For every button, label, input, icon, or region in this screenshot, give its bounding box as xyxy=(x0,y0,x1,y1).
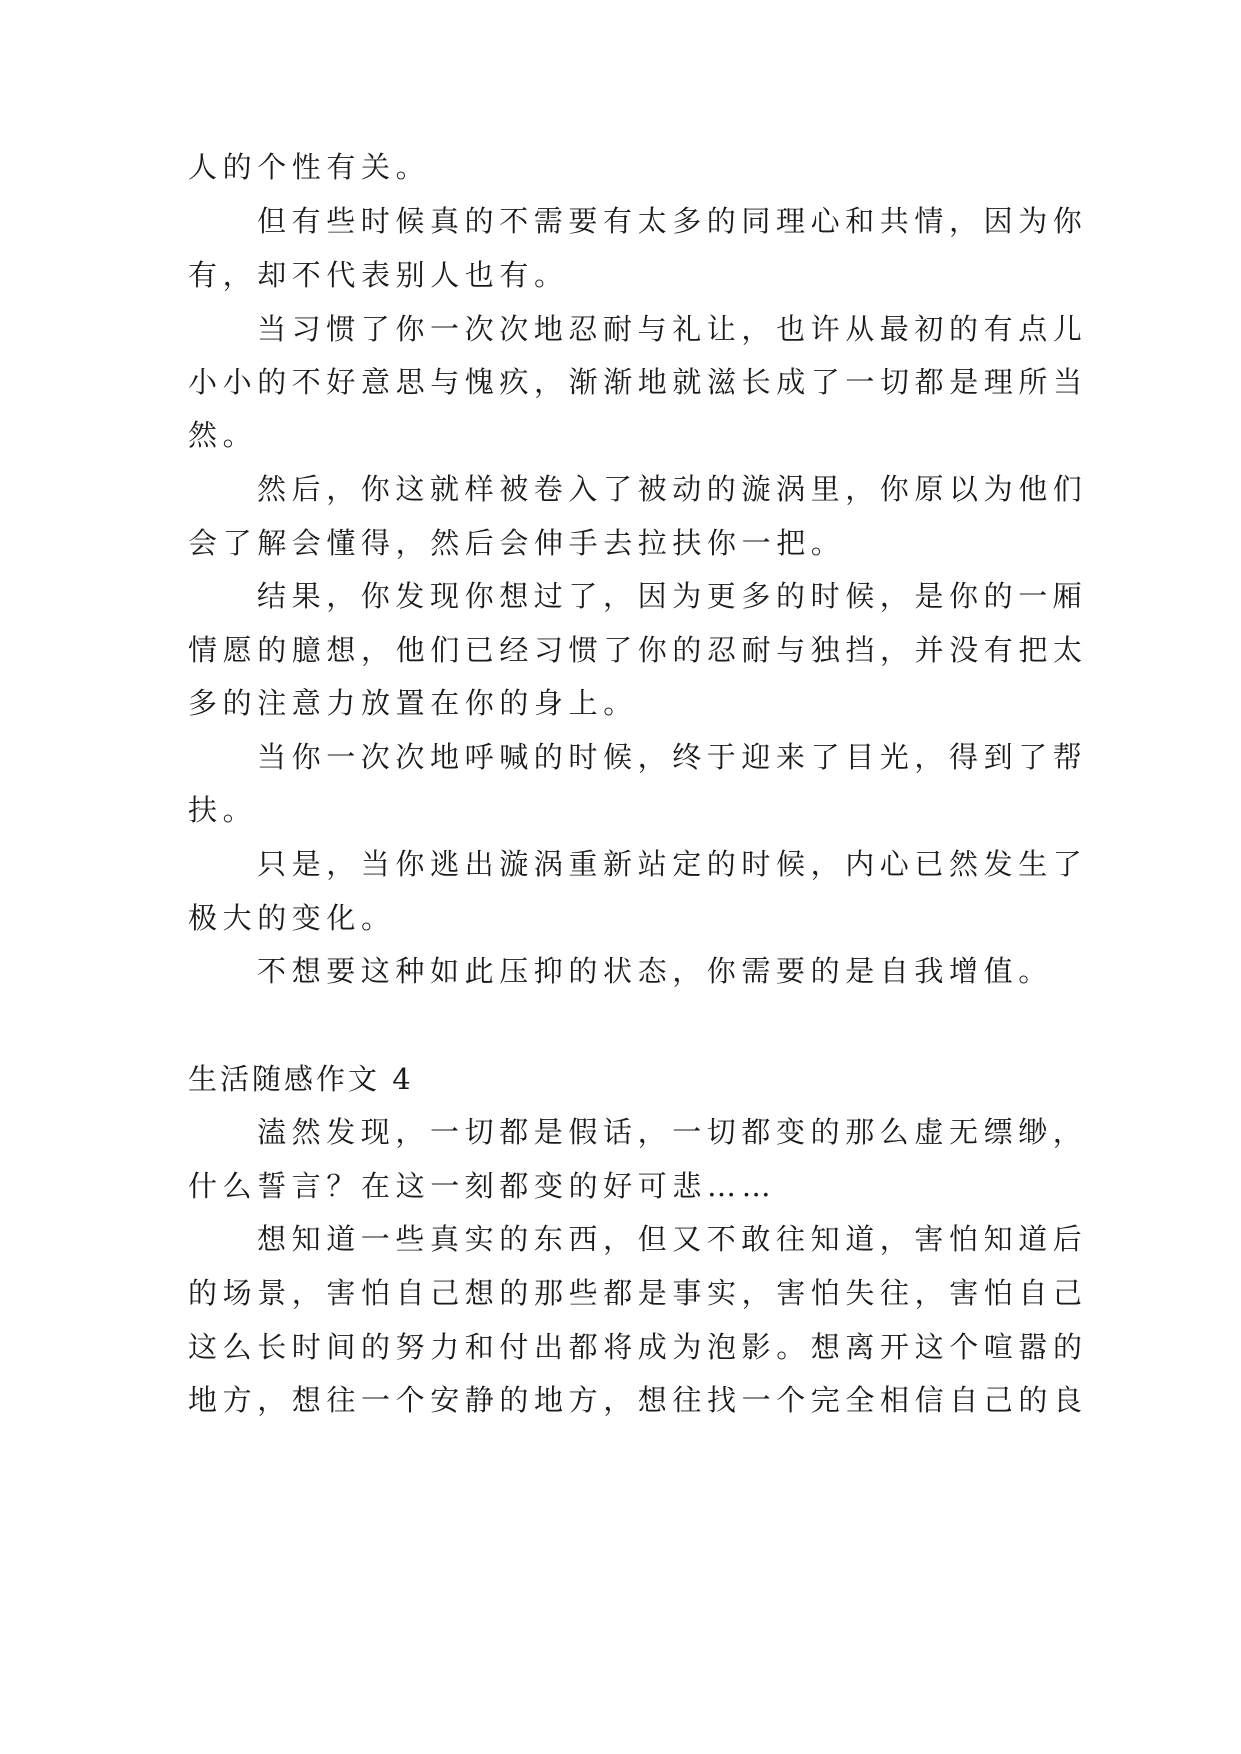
paragraph-line: 扶。 xyxy=(188,793,258,827)
paragraph-line: 有，却不代表别人也有。 xyxy=(188,258,569,292)
paragraph-line: 但有些时候真的不需要有太多的同理心和共情，因为你 xyxy=(257,204,1088,238)
paragraph-line: 只是，当你逃出漩涡重新站定的时候，内心已然发生了 xyxy=(257,847,1088,881)
paragraph-line: 结果，你发现你想过了，因为更多的时候，是你的一厢 xyxy=(257,579,1088,613)
paragraph-line: 当你一次次地呼喊的时候，终于迎来了目光，得到了帮 xyxy=(257,740,1088,774)
paragraph-line: 然。 xyxy=(188,418,258,452)
paragraph-line: 这么长时间的努力和付出都将成为泡影。想离开这个喧嚣的 xyxy=(188,1330,1088,1364)
paragraph-line: 多的注意力放置在你的身上。 xyxy=(188,686,638,720)
paragraph-line: 溘然发现，一切都是假话，一切都变的那么虚无缥缈， xyxy=(257,1115,1088,1149)
paragraph-line: 的场景，害怕自己想的那些都是事实，害怕失往，害怕自己 xyxy=(188,1276,1088,1310)
paragraph-line: 不想要这种如此压抑的状态，你需要的是自我增值。 xyxy=(257,954,1053,988)
paragraph-line: 人的个性有关。 xyxy=(188,150,431,184)
paragraph-line: 极大的变化。 xyxy=(188,901,396,935)
paragraph-line: 小小的不好意思与愧疚，渐渐地就滋长成了一切都是理所当 xyxy=(188,365,1088,399)
paragraph-line: 然后，你这就样被卷入了被动的漩涡里，你原以为他们 xyxy=(257,472,1088,506)
paragraph-line: 什么誓言？在这一刻都变的好可悲…… xyxy=(188,1169,777,1203)
paragraph-line: 当习惯了你一次次地忍耐与礼让，也许从最初的有点儿 xyxy=(257,312,1088,346)
paragraph-line: 想知道一些真实的东西，但又不敢往知道，害怕知道后 xyxy=(257,1222,1088,1256)
section-heading: 生活随感作文 4 xyxy=(188,1062,414,1096)
paragraph-line: 情愿的臆想，他们已经习惯了你的忍耐与独挡，并没有把太 xyxy=(188,633,1088,667)
paragraph-line: 会了解会懂得，然后会伸手去拉扶你一把。 xyxy=(188,526,846,560)
paragraph-line: 地方，想往一个安静的地方，想往找一个完全相信自己的良 xyxy=(188,1383,1088,1417)
